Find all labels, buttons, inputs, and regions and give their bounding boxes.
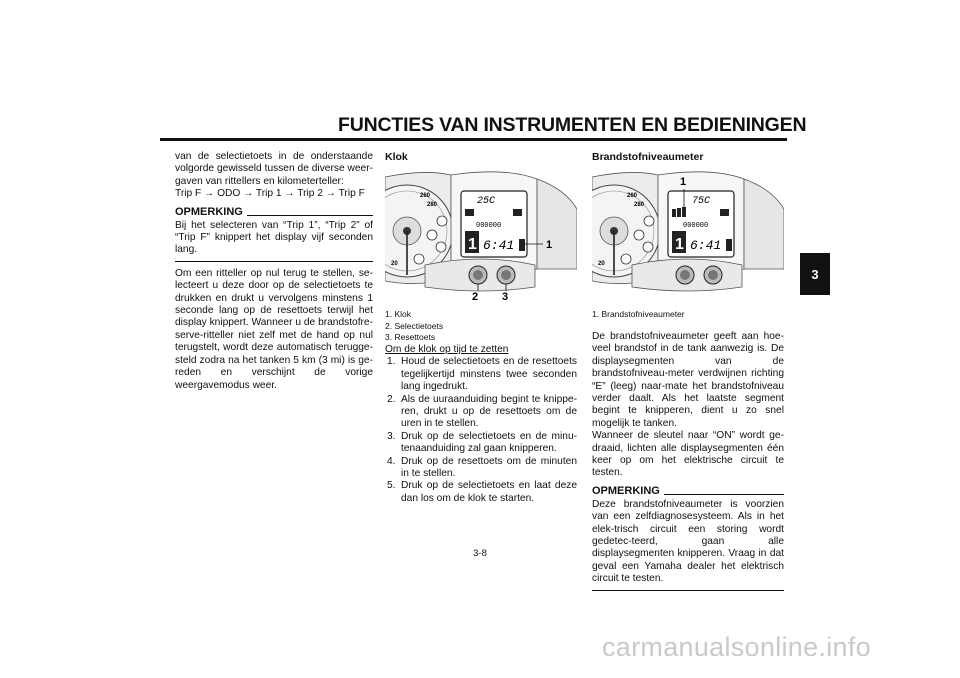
caption-fuel-gauge: 1. Brandstofniveaumeter (592, 309, 685, 320)
tick-20: 20 (598, 261, 605, 268)
list-item: 3. Druk op de selectietoets en de minu-tenaanduiding zal gaan knipperen. (387, 430, 577, 455)
fuel-body-paragraph: De brandstofniveaumeter geeft aan hoe-veel brandstof in de tank aanwezig is. De displaysegmenten van de brandstofniveau-meter verdwijnen richting “E” (leeg) naar-mate het brandstofniveau verder daalt. Als het laatste segment begint te knipperen, dient u zo snel mogelijk te tanken. (592, 330, 784, 429)
lcd-gear: 1 (675, 236, 684, 254)
trip-sequence: Trip F → ODO → Trip 1 → Trip 2 → Trip F (175, 188, 365, 200)
column-left (175, 151, 373, 392)
page-title: FUNCTIES VAN INSTRUMENTEN EN BEDIENINGEN (338, 114, 807, 136)
callout-3: 3 (502, 291, 509, 302)
list-item: 4. Druk op de resettoets om de minuten in te stellen. (387, 455, 577, 479)
caption-reset-button: 3. Resettoets (385, 332, 436, 343)
note-text: Deze brandstofniveaumeter is voorzien van een zelfdiagnosesysteem. Als in het elek-trisch circuit een storing wordt gedetec-teerd, gaan alle displaysegmenten knipperen. Vraag in dat geval een Yamaha dealer het elektrisch circuit te testen. (592, 498, 784, 585)
callout-2: 2 (472, 291, 479, 302)
lcd-temp: 25C (477, 196, 496, 208)
intro-paragraph: van de selectietoets in de onderstaande volgorde gewisseld tussen de diverse weer-gaven van rittellers en kilometerteller: (175, 151, 373, 187)
callout-1: 1 (546, 239, 553, 252)
reset-paragraph: Om een ritteller op nul terug te stellen, se-lecteert u deze door op de selectietoets te drukken en drukt u vervolgens minstens 1 seconde lang op de resettoets terwijl het display knippert. Wanneer u de brandstofre-serve-ritteller niet zelf met de hand op nul terugstelt, wordt deze automatisch terugge-steld zodra na het tanken 5 km (3 mi) is ge-reden en verschijnt de vorige weergavemodus weer. (175, 267, 373, 391)
clock-steps (385, 356, 577, 505)
note-end-rule (175, 261, 373, 262)
lcd-temp: 75C (692, 196, 711, 208)
chapter-tab: 3 (800, 253, 830, 295)
column-middle (385, 151, 577, 505)
fuel-gauge-figure (592, 169, 784, 301)
lcd-odometer: 000000 (476, 222, 502, 231)
tick-260: 260 (627, 193, 638, 200)
tick-260: 260 (420, 193, 431, 200)
note-heading: OPMERKING (175, 205, 243, 218)
list-item: 2. Als de uuraanduiding begint te knippe-ren, drukt u op de resettoets om de uren in te stellen. (387, 393, 577, 430)
clock-figure (385, 169, 577, 301)
caption-clock: 1. Klok (385, 309, 411, 320)
caption-select-button: 2. Selectietoets (385, 320, 444, 331)
lcd-clock: 6:41 (690, 238, 722, 254)
list-item: 1. Houd de selectietoets en de resettoets tegelijkertijd minstens twee seconden lang ingedrukt. (387, 356, 577, 393)
note-heading-rule (664, 494, 784, 495)
note-text: Bij het selecteren van “Trip 1”, “Trip 2” of “Trip F” knippert het display vijf seconden lang. (175, 219, 373, 256)
note-end-rule (592, 590, 784, 591)
note-header (592, 485, 784, 497)
section-title-fuel: Brandstofniveaumeter (592, 151, 704, 163)
lcd-clock: 6:41 (483, 238, 515, 254)
watermark: carmanualsonline.info (602, 632, 871, 662)
procedure-heading: Om de klok op tijd te zetten (385, 343, 509, 355)
tick-280: 280 (427, 202, 438, 209)
note-heading-rule (247, 215, 373, 216)
lcd-gear: 1 (468, 236, 477, 254)
callout-1: 1 (680, 176, 687, 189)
fuel-key-paragraph: Wanneer de sleutel naar “ON” wordt ge-draaid, lichten alle displaysegmenten één keer op om het elektrische circuit te testen. (592, 430, 784, 479)
list-item: 5. Druk op de selectietoets en laat deze dan los om de klok te starten. (387, 480, 577, 504)
header-rule (160, 138, 787, 141)
note-heading: OPMERKING (592, 484, 660, 497)
tick-20: 20 (391, 261, 398, 268)
lcd-odometer: 000000 (683, 222, 709, 231)
note-header (175, 206, 373, 218)
tick-280: 280 (634, 202, 645, 209)
column-right (592, 151, 784, 597)
page-number: 3-8 (473, 548, 487, 559)
section-title-clock: Klok (385, 151, 408, 163)
